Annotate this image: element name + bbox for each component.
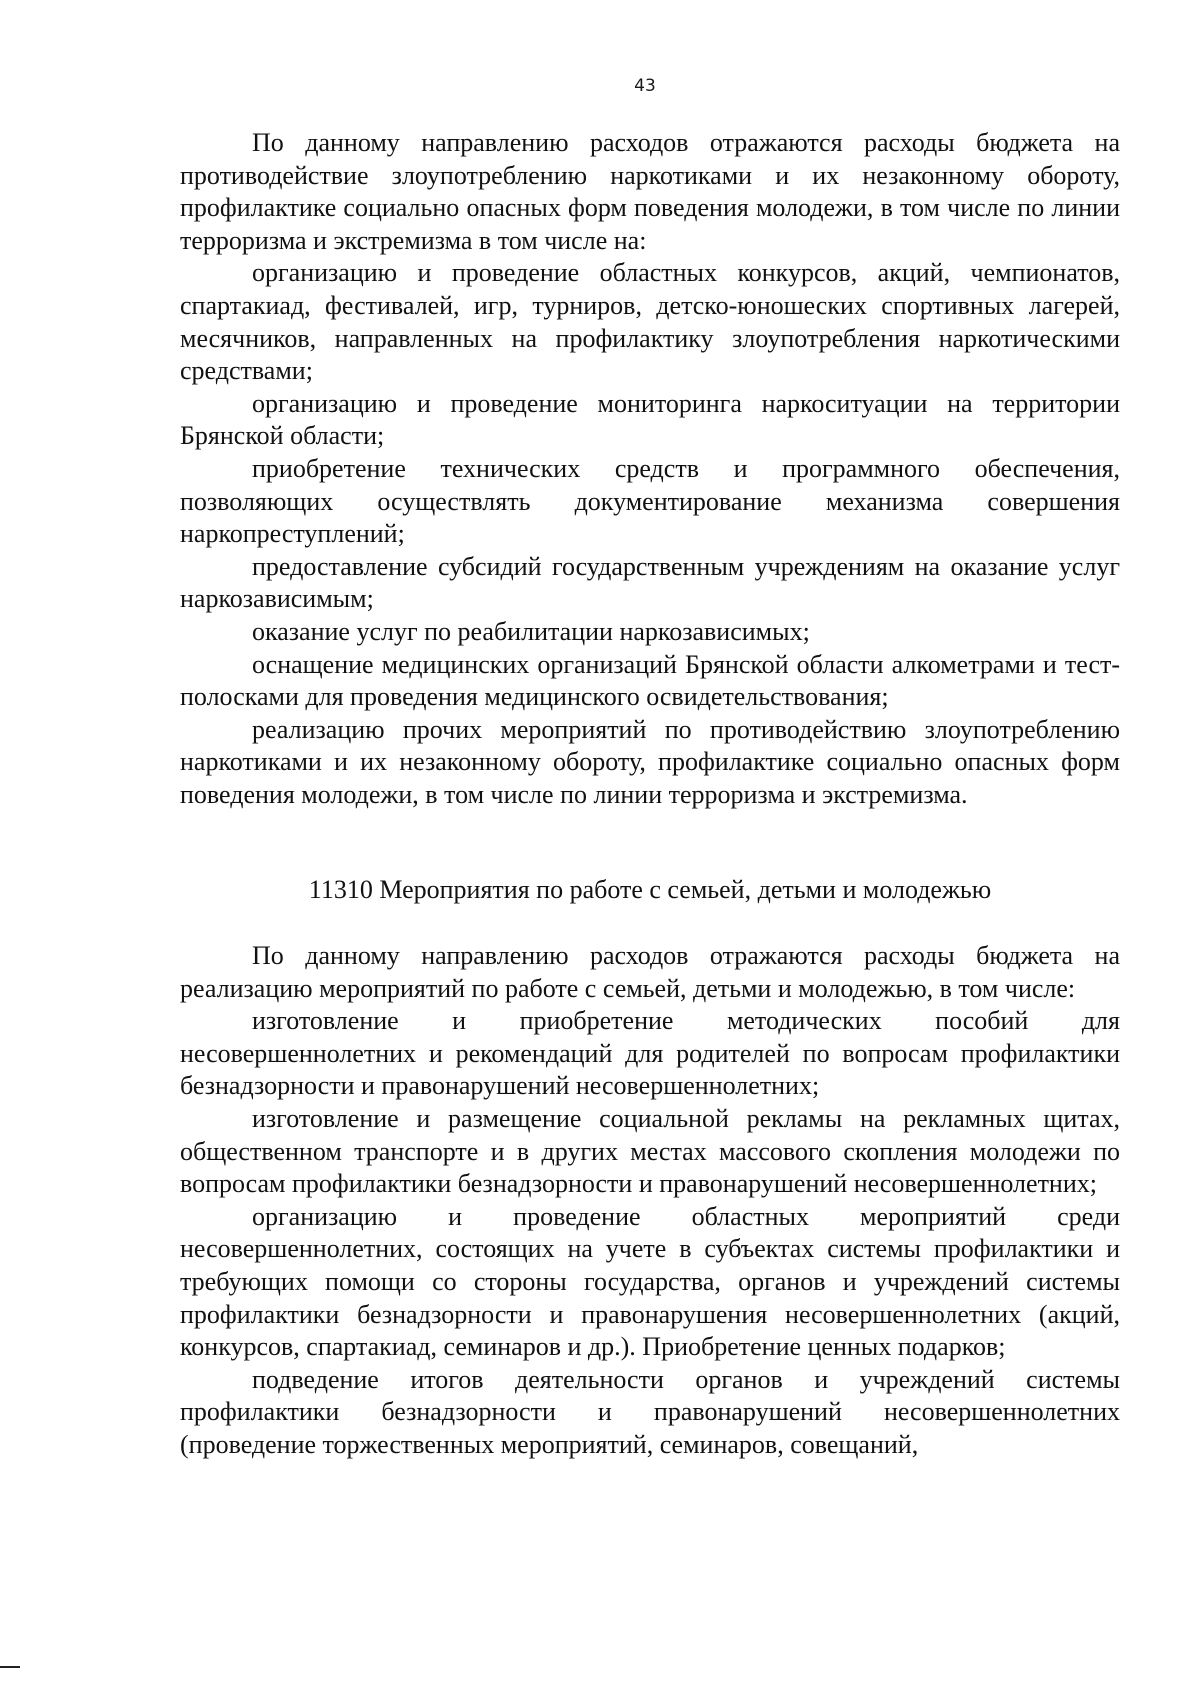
paragraph: организацию и проведение областных мероприятий среди несовершеннолетних, состоящих на учете в субъектах системы профилактики и требующих помощи со стороны государства, органов и учреждений системы профилактики безнадзорности и правонарушения несовершеннолетних (акций, конкурсов, спартакиад, семинаров и др.). Приобретение ценных подарков;: [180, 1201, 1120, 1362]
paragraph: По данному направлению расходов отражаются расходы бюджета на противодействие злоупотреблению наркотиками и их незаконному обороту, профилактике социально опасных форм поведения молодежи, в том числе по линии терроризма и экстремизма в том числе на:: [180, 128, 1120, 255]
section-heading: 11310 Мероприятия по работе с семьей, детьми и молодежью: [308, 875, 992, 904]
page-number: 43: [634, 76, 656, 96]
text-block-drug-prevention: [180, 127, 1120, 811]
paragraph: оказание услуг по реабилитации наркозависимых;: [252, 616, 810, 646]
paragraph: По данному направлению расходов отражаются расходы бюджета на реализацию мероприятий по работе с семьей, детьми и молодежью, в том числе:: [180, 941, 1120, 1003]
paragraph: подведение итогов деятельности органов и учреждений системы профилактики безнадзорности и правонарушений несовершеннолетних (проведение торжественных мероприятий, семинаров, совещаний,: [180, 1364, 1120, 1459]
paragraph: изготовление и приобретение методических пособий для несовершеннолетних и рекомендаций для родителей по вопросам профилактики безнадзорности и правонарушений несовершеннолетних;: [180, 1006, 1120, 1101]
paragraph: предоставление субсидий государственным учреждениям на оказание услуг наркозависимым;: [180, 551, 1120, 614]
paragraph: реализацию прочих мероприятий по противодействию злоупотреблению наркотиками и их незаконному обороту, профилактике социально опасных форм поведения молодежи, в том числе по линии терроризма и экстремизма.: [180, 714, 1120, 809]
paragraph: приобретение технических средств и программного обеспечения, позволяющих осуществлять документирование механизма совершения наркопреступлений;: [180, 453, 1120, 549]
paragraph: организацию и проведение областных конкурсов, акций, чемпионатов, спартакиад, фестивалей, игр, турниров, детско-юношеских спортивных лагерей, месячников, направленных на профилактику злоупотребления наркотическими средствами;: [180, 258, 1120, 386]
paragraph: организацию и проведение мониторинга наркоситуации на территории Брянской области;: [180, 388, 1120, 451]
scan-edge-mark: [0, 1666, 20, 1668]
paragraph: изготовление и размещение социальной рекламы на рекламных щитах, общественном транспорте и в других местах массового скопления молодежи по вопросам профилактики безнадзорности и правонарушений несовершеннолетних;: [180, 1103, 1120, 1199]
paragraph: оснащение медицинских организаций Брянской области алкометрами и тест-полосками для проведения медицинского освидетельствования;: [180, 649, 1120, 712]
text-block-family-youth: [180, 940, 1120, 1462]
